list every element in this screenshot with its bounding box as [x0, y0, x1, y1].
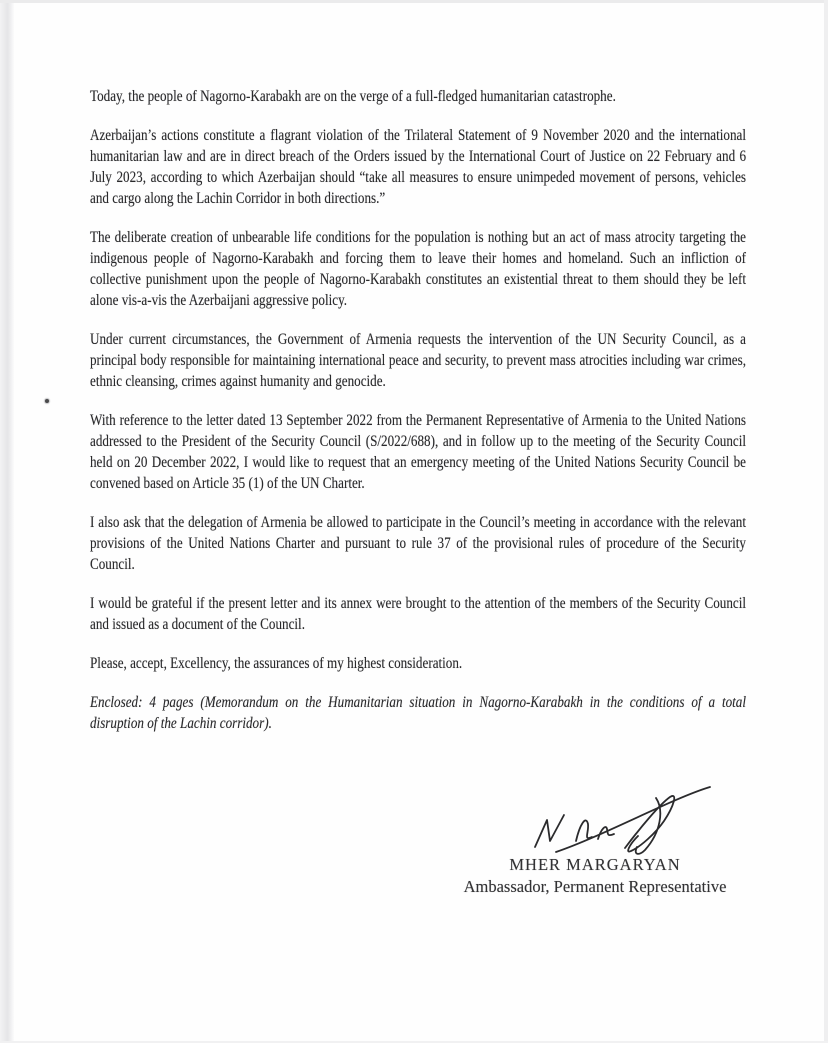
- scan-edge-left: [0, 0, 14, 1043]
- letter-paragraph: Please, accept, Excellency, the assurances of my highest consideration.: [90, 655, 463, 672]
- scan-speck: [45, 399, 49, 403]
- letter-body: [90, 86, 746, 752]
- letter-paragraph: The deliberate creation of unbearable life conditions for the population is nothing but an act of mass atrocity targeting the indigenous people of Nagorno-Karabakh and forcing them to leave their homes and homeland. Such an infliction of collective punishment upon the people of Nagorno-Karabakh constitutes an existential threat to them should they be left alone vis-a-vis the Azerbaijani aggressive policy.: [90, 229, 746, 309]
- letter-paragraph: I would be grateful if the present letter and its annex were brought to the attention of the members of the Security Council and issued as a document of the Council.: [90, 595, 746, 633]
- scan-edge-top: [0, 0, 828, 3]
- letter-paragraph: Under current circumstances, the Government of Armenia requests the intervention of the UN Security Council, as a principal body responsible for maintaining international peace and security, to prevent mass atrocities including war crimes, ethnic cleansing, crimes against humanity and genocide.: [90, 331, 746, 390]
- signatory-title: Ambassador, Permanent Representative: [463, 877, 727, 896]
- letter-paragraph: With reference to the letter dated 13 September 2022 from the Permanent Representative of Armenia to the United Nations addressed to the President of the Security Council (S/2022/688), and in follow up to the meeting of the Security Council held on 20 December 2022, I would like to request that an emergency meeting of the United Nations Security Council be convened based on Article 35 (1) of the UN Charter.: [90, 412, 746, 492]
- letter-paragraph: I also ask that the delegation of Armenia be allowed to participate in the Council’s meeting in accordance with the relevant provisions of the United Nations Charter and pursuant to rule 37 of the provisional rules of procedure of the Security Council.: [90, 514, 746, 573]
- letter-paragraph: Azerbaijan’s actions constitute a flagrant violation of the Trilateral Statement of 9 November 2020 and the international humanitarian law and are in direct breach of the Orders issued by the International Court of Justice on 22 February and 6 July 2023, according to which Azerbaijan should “take all measures to ensure unimpeded movement of persons, vehicles and cargo along the Lachin Corridor in both directions.”: [90, 127, 746, 207]
- enclosure-note: Enclosed: 4 pages (Memorandum on the Humanitarian situation in Nagorno-Karabakh in the conditions of a total disruption of the Lachin corridor).: [90, 694, 746, 732]
- handwritten-signature-icon: [528, 784, 716, 856]
- letter-paragraph: Today, the people of Nagorno-Karabakh are on the verge of a full-fledged humanitarian catastrophe.: [90, 88, 616, 105]
- signatory-name: MHER MARGARYAN: [509, 855, 681, 874]
- scan-edge-right: [824, 0, 828, 1043]
